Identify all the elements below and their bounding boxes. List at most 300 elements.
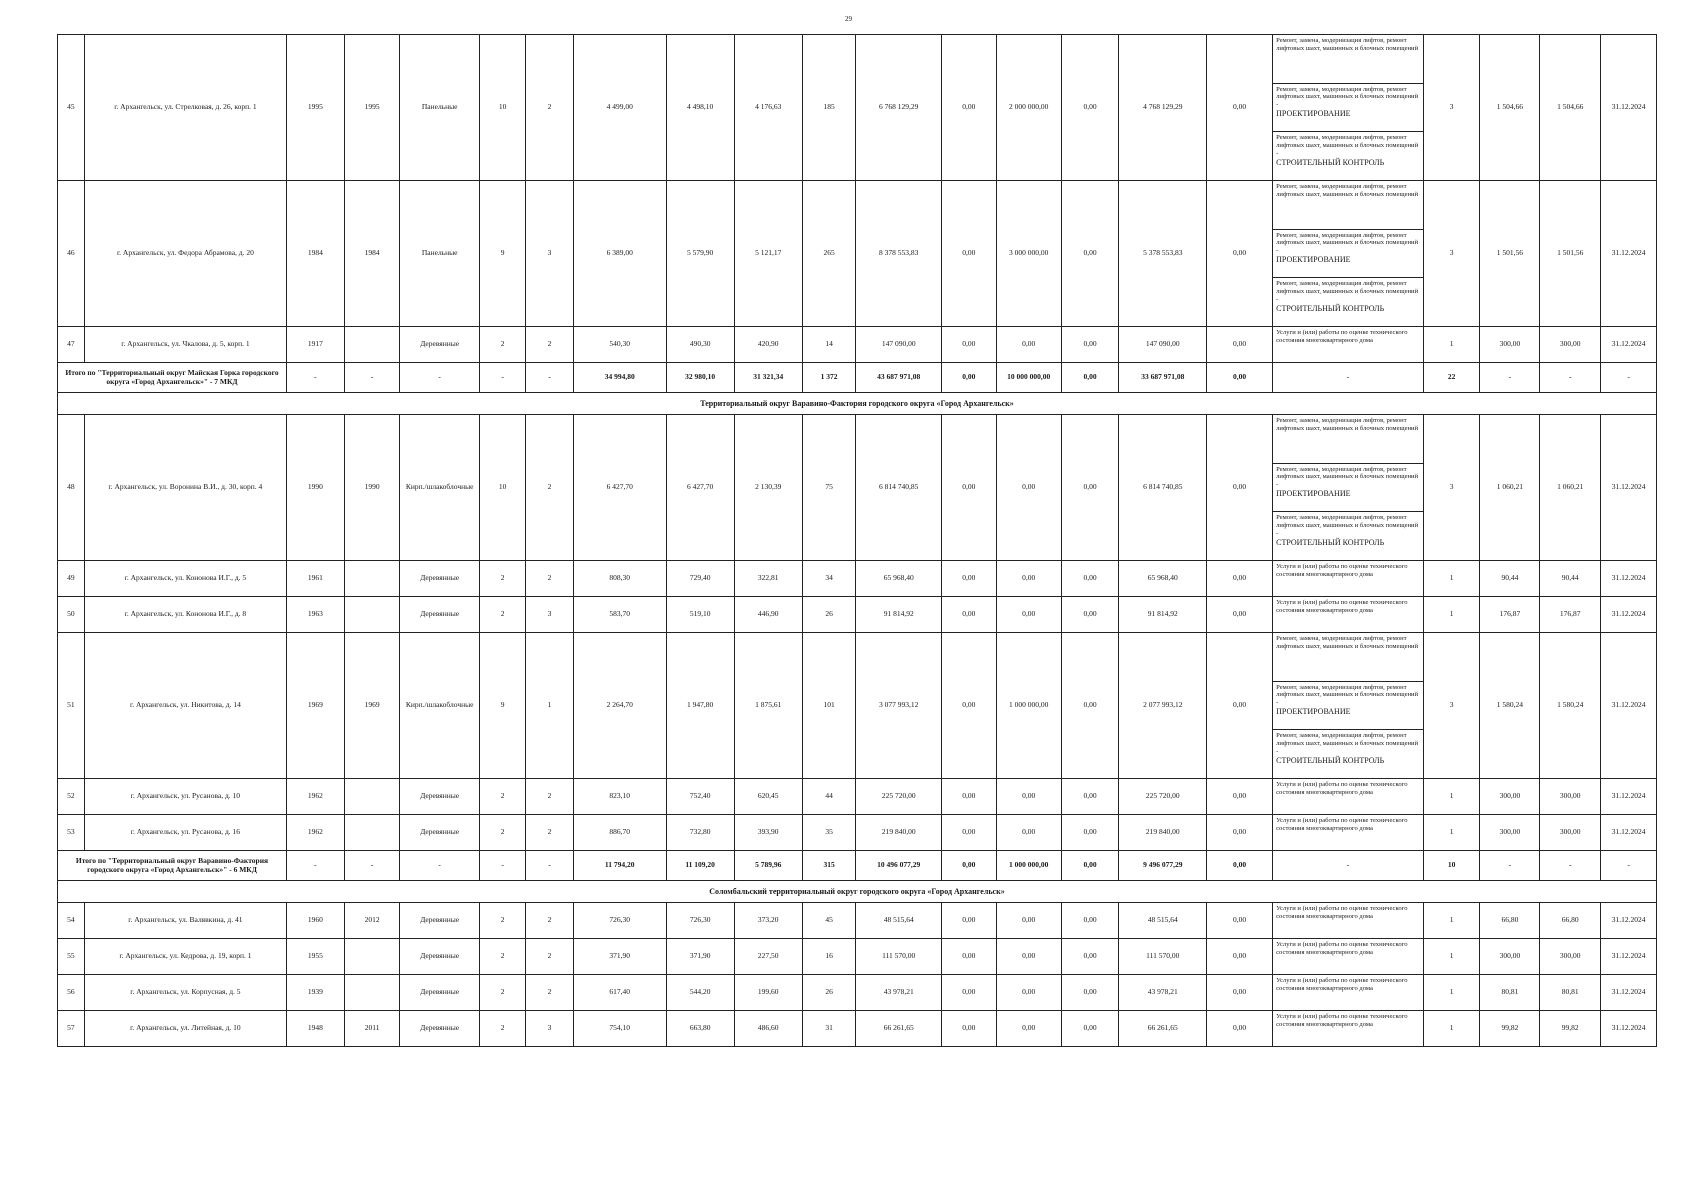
cell-address: г. Архангельск, ул. Русанова, д. 16 xyxy=(84,815,286,851)
cell-cost-total: 219 840,00 xyxy=(856,815,942,851)
cell-deadline: 31.12.2024 xyxy=(1601,597,1657,633)
cell-material: Деревянные xyxy=(400,597,479,633)
cell-fund-fed: 0,00 xyxy=(942,633,997,779)
total-dash: - xyxy=(479,363,525,393)
cell-cost-total: 3 077 993,12 xyxy=(856,633,942,779)
cell-residents: 16 xyxy=(802,939,856,975)
cell-work-count: 3 xyxy=(1423,181,1480,327)
cell-year-built: 1962 xyxy=(287,815,345,851)
cell-fund-other: 0,00 xyxy=(1207,561,1273,597)
cell-year-reno xyxy=(344,779,400,815)
table-row xyxy=(58,181,1657,327)
cell-n: 55 xyxy=(58,939,85,975)
cell-area-living: 6 427,70 xyxy=(666,415,734,561)
cell-address: г. Архангельск, ул. Литейная, д. 10 xyxy=(84,1011,286,1047)
cell-work-count: 1 xyxy=(1423,975,1480,1011)
total-row xyxy=(58,851,1657,881)
total-area-living: 11 109,20 xyxy=(666,851,734,881)
cell-works xyxy=(1273,939,1424,975)
cell-max-cost: 1 580,24 xyxy=(1540,633,1601,779)
cell-fund-other: 0,00 xyxy=(1207,327,1273,363)
cell-work-count: 1 xyxy=(1423,561,1480,597)
cell-fund-fed: 0,00 xyxy=(942,939,997,975)
cell-area-res: 420,90 xyxy=(734,327,802,363)
cell-residents: 101 xyxy=(802,633,856,779)
cell-fund-mun: 0,00 xyxy=(1061,779,1119,815)
cell-entrances: 2 xyxy=(526,903,573,939)
table-row xyxy=(58,779,1657,815)
work-item: Ремонт, замена, модернизация лифтов, ремонт лифтовых шахт, машинных и блочных помещений - ПРОЕКТИРОВАНИЕ xyxy=(1273,681,1423,730)
cell-floors: 9 xyxy=(479,633,525,779)
cell-fund-owners: 2 077 993,12 xyxy=(1119,633,1207,779)
cell-area-living: 726,30 xyxy=(666,903,734,939)
cell-year-reno: 2011 xyxy=(344,1011,400,1047)
cell-unit-cost: 1 580,24 xyxy=(1480,633,1540,779)
cell-n: 48 xyxy=(58,415,85,561)
cell-works xyxy=(1273,903,1424,939)
cell-residents: 14 xyxy=(802,327,856,363)
cell-n: 53 xyxy=(58,815,85,851)
cell-entrances: 2 xyxy=(526,975,573,1011)
cell-unit-cost: 300,00 xyxy=(1480,779,1540,815)
cell-fund-other: 0,00 xyxy=(1207,597,1273,633)
cell-year-built: 1995 xyxy=(287,35,345,181)
cell-deadline: 31.12.2024 xyxy=(1601,815,1657,851)
cell-fund-fed: 0,00 xyxy=(942,181,997,327)
cell-works xyxy=(1273,815,1424,851)
cell-address: г. Архангельск, ул. Валявкина, д. 41 xyxy=(84,903,286,939)
cell-residents: 26 xyxy=(802,597,856,633)
total-dash: - xyxy=(1480,851,1540,881)
cell-year-reno xyxy=(344,561,400,597)
cell-area-living: 5 579,90 xyxy=(666,181,734,327)
table-row xyxy=(58,597,1657,633)
cell-floors: 2 xyxy=(479,1011,525,1047)
cell-max-cost: 66,80 xyxy=(1540,903,1601,939)
cell-max-cost: 300,00 xyxy=(1540,815,1601,851)
cell-deadline: 31.12.2024 xyxy=(1601,561,1657,597)
cell-address: г. Архангельск, ул. Федора Абрамова, д. 20 xyxy=(84,181,286,327)
table-row xyxy=(58,903,1657,939)
cell-deadline: 31.12.2024 xyxy=(1601,1011,1657,1047)
cell-fund-other: 0,00 xyxy=(1207,815,1273,851)
cell-area-living: 1 947,80 xyxy=(666,633,734,779)
cell-address: г. Архангельск, ул. Корпусная, д. 5 xyxy=(84,975,286,1011)
cell-fund-owners: 147 090,00 xyxy=(1119,327,1207,363)
total-area-total: 34 994,80 xyxy=(573,363,666,393)
cell-address: г. Архангельск, ул. Кононова И.Г., д. 8 xyxy=(84,597,286,633)
total-area-res: 5 789,96 xyxy=(734,851,802,881)
cell-area-total: 754,10 xyxy=(573,1011,666,1047)
cell-fund-other: 0,00 xyxy=(1207,903,1273,939)
work-item: Ремонт, замена, модернизация лифтов, ремонт лифтовых шахт, машинных и блочных помещений - СТРОИТЕЛЬНЫЙ КОНТРОЛЬ xyxy=(1273,511,1423,560)
cell-material: Панельные xyxy=(400,181,479,327)
total-dash: - xyxy=(400,851,479,881)
cell-works xyxy=(1273,633,1424,779)
work-item: Услуги и (или) работы по оценке технического состояния многоквартирного дома xyxy=(1276,781,1408,796)
cell-area-living: 663,80 xyxy=(666,1011,734,1047)
cell-cost-total: 225 720,00 xyxy=(856,779,942,815)
total-label: Итого по "Территориальный округ Майская Горка городского округа «Город Архангельск»" - 7 МКД xyxy=(58,363,287,393)
total-dash: - xyxy=(1601,851,1657,881)
cell-area-total: 617,40 xyxy=(573,975,666,1011)
cell-year-built: 1960 xyxy=(287,903,345,939)
cell-works xyxy=(1273,415,1424,561)
work-item: Услуги и (или) работы по оценке технического состояния многоквартирного дома xyxy=(1276,941,1408,956)
cell-cost-total: 66 261,65 xyxy=(856,1011,942,1047)
cell-deadline: 31.12.2024 xyxy=(1601,181,1657,327)
cell-area-res: 393,90 xyxy=(734,815,802,851)
cell-floors: 2 xyxy=(479,939,525,975)
cell-fund-mun: 0,00 xyxy=(1061,903,1119,939)
cell-deadline: 31.12.2024 xyxy=(1601,415,1657,561)
cell-year-reno: 1969 xyxy=(344,633,400,779)
cell-max-cost: 80,81 xyxy=(1540,975,1601,1011)
cell-unit-cost: 66,80 xyxy=(1480,903,1540,939)
cell-unit-cost: 1 504,66 xyxy=(1480,35,1540,181)
cell-max-cost: 300,00 xyxy=(1540,779,1601,815)
cell-area-living: 371,90 xyxy=(666,939,734,975)
cell-fund-fed: 0,00 xyxy=(942,1011,997,1047)
cell-fund-fed: 0,00 xyxy=(942,415,997,561)
cell-fund-mun: 0,00 xyxy=(1061,327,1119,363)
cell-unit-cost: 176,87 xyxy=(1480,597,1540,633)
cell-fund-owners: 5 378 553,83 xyxy=(1119,181,1207,327)
cell-works xyxy=(1273,35,1424,181)
cell-cost-total: 8 378 553,83 xyxy=(856,181,942,327)
total-fund-owners: 9 496 077,29 xyxy=(1119,851,1207,881)
cell-max-cost: 300,00 xyxy=(1540,327,1601,363)
total-area-res: 31 321,34 xyxy=(734,363,802,393)
work-item: Услуги и (или) работы по оценке технического состояния многоквартирного дома xyxy=(1276,329,1408,344)
cell-cost-total: 91 814,92 xyxy=(856,597,942,633)
cell-floors: 2 xyxy=(479,975,525,1011)
cell-unit-cost: 300,00 xyxy=(1480,815,1540,851)
cell-max-cost: 90,44 xyxy=(1540,561,1601,597)
cell-works xyxy=(1273,779,1424,815)
cell-year-reno xyxy=(344,327,400,363)
total-fund-owners: 33 687 971,08 xyxy=(1119,363,1207,393)
cell-material: Деревянные xyxy=(400,561,479,597)
work-item: Услуги и (или) работы по оценке технического состояния многоквартирного дома xyxy=(1276,1013,1408,1028)
cell-address: г. Архангельск, ул. Чкалова, д. 5, корп. 1 xyxy=(84,327,286,363)
cell-unit-cost: 1 060,21 xyxy=(1480,415,1540,561)
cell-material: Деревянные xyxy=(400,327,479,363)
cell-fund-reg: 0,00 xyxy=(996,327,1061,363)
section-header xyxy=(58,393,1657,415)
cell-fund-reg: 0,00 xyxy=(996,975,1061,1011)
cell-fund-owners: 111 570,00 xyxy=(1119,939,1207,975)
cell-year-built: 1962 xyxy=(287,779,345,815)
total-dash: - xyxy=(400,363,479,393)
cell-cost-total: 48 515,64 xyxy=(856,903,942,939)
total-dash: - xyxy=(526,851,573,881)
total-dash: - xyxy=(287,363,345,393)
cell-residents: 34 xyxy=(802,561,856,597)
cell-area-res: 322,81 xyxy=(734,561,802,597)
cell-fund-mun: 0,00 xyxy=(1061,975,1119,1011)
cell-area-living: 4 498,10 xyxy=(666,35,734,181)
table-row xyxy=(58,327,1657,363)
total-work-count: 22 xyxy=(1423,363,1480,393)
cell-work-count: 3 xyxy=(1423,35,1480,181)
cell-area-total: 2 264,70 xyxy=(573,633,666,779)
cell-max-cost: 99,82 xyxy=(1540,1011,1601,1047)
work-item: Услуги и (или) работы по оценке технического состояния многоквартирного дома xyxy=(1276,563,1408,578)
cell-fund-other: 0,00 xyxy=(1207,35,1273,181)
cell-address: г. Архангельск, ул. Кононова И.Г., д. 5 xyxy=(84,561,286,597)
total-area-living: 32 980,10 xyxy=(666,363,734,393)
cell-year-built: 1969 xyxy=(287,633,345,779)
cell-residents: 265 xyxy=(802,181,856,327)
total-residents: 315 xyxy=(802,851,856,881)
work-item: Ремонт, замена, модернизация лифтов, ремонт лифтовых шахт, машинных и блочных помещений - ПРОЕКТИРОВАНИЕ xyxy=(1273,463,1423,512)
cell-year-built: 1963 xyxy=(287,597,345,633)
cell-work-count: 1 xyxy=(1423,1011,1480,1047)
cell-unit-cost: 99,82 xyxy=(1480,1011,1540,1047)
work-item: Ремонт, замена, модернизация лифтов, ремонт лифтовых шахт, машинных и блочных помещений - ПРОЕКТИРОВАНИЕ xyxy=(1273,83,1423,132)
cell-material: Деревянные xyxy=(400,815,479,851)
cell-n: 49 xyxy=(58,561,85,597)
cell-residents: 45 xyxy=(802,903,856,939)
cell-year-built: 1948 xyxy=(287,1011,345,1047)
total-dash: - xyxy=(1540,851,1601,881)
work-item: Ремонт, замена, модернизация лифтов, ремонт лифтовых шахт, машинных и блочных помещений xyxy=(1276,635,1419,650)
cell-floors: 9 xyxy=(479,181,525,327)
table-row xyxy=(58,1011,1657,1047)
cell-year-built: 1939 xyxy=(287,975,345,1011)
total-fund-other: 0,00 xyxy=(1207,363,1273,393)
cell-work-count: 3 xyxy=(1423,415,1480,561)
cell-works xyxy=(1273,561,1424,597)
cell-n: 54 xyxy=(58,903,85,939)
cell-entrances: 2 xyxy=(526,939,573,975)
cell-fund-owners: 43 978,21 xyxy=(1119,975,1207,1011)
cell-residents: 44 xyxy=(802,779,856,815)
work-item: Ремонт, замена, модернизация лифтов, ремонт лифтовых шахт, машинных и блочных помещений xyxy=(1276,37,1419,52)
work-item: Ремонт, замена, модернизация лифтов, ремонт лифтовых шахт, машинных и блочных помещений - СТРОИТЕЛЬНЫЙ КОНТРОЛЬ xyxy=(1273,131,1423,180)
cell-deadline: 31.12.2024 xyxy=(1601,779,1657,815)
cell-fund-reg: 0,00 xyxy=(996,939,1061,975)
cell-entrances: 2 xyxy=(526,327,573,363)
cell-fund-other: 0,00 xyxy=(1207,181,1273,327)
cell-unit-cost: 300,00 xyxy=(1480,939,1540,975)
work-item: Ремонт, замена, модернизация лифтов, ремонт лифтовых шахт, машинных и блочных помещений - СТРОИТЕЛЬНЫЙ КОНТРОЛЬ xyxy=(1273,729,1423,778)
cell-area-res: 2 130,39 xyxy=(734,415,802,561)
cell-area-res: 199,60 xyxy=(734,975,802,1011)
page-number: 29 xyxy=(845,15,852,23)
cell-residents: 75 xyxy=(802,415,856,561)
cell-fund-fed: 0,00 xyxy=(942,327,997,363)
cell-fund-reg: 0,00 xyxy=(996,903,1061,939)
cell-fund-owners: 66 261,65 xyxy=(1119,1011,1207,1047)
cell-area-res: 227,50 xyxy=(734,939,802,975)
cell-area-total: 4 499,00 xyxy=(573,35,666,181)
cell-fund-other: 0,00 xyxy=(1207,1011,1273,1047)
work-item: Услуги и (или) работы по оценке технического состояния многоквартирного дома xyxy=(1276,599,1408,614)
cell-fund-fed: 0,00 xyxy=(942,815,997,851)
cell-works xyxy=(1273,597,1424,633)
cell-works xyxy=(1273,181,1424,327)
cell-year-reno xyxy=(344,975,400,1011)
cell-fund-fed: 0,00 xyxy=(942,35,997,181)
cell-floors: 2 xyxy=(479,779,525,815)
cell-fund-fed: 0,00 xyxy=(942,903,997,939)
cell-fund-mun: 0,00 xyxy=(1061,1011,1119,1047)
cell-fund-fed: 0,00 xyxy=(942,975,997,1011)
total-area-total: 11 794,20 xyxy=(573,851,666,881)
cell-area-res: 373,20 xyxy=(734,903,802,939)
cell-max-cost: 176,87 xyxy=(1540,597,1601,633)
cell-fund-owners: 225 720,00 xyxy=(1119,779,1207,815)
cell-floors: 10 xyxy=(479,35,525,181)
cell-area-living: 752,40 xyxy=(666,779,734,815)
cell-max-cost: 1 060,21 xyxy=(1540,415,1601,561)
cell-entrances: 2 xyxy=(526,779,573,815)
cell-fund-owners: 65 968,40 xyxy=(1119,561,1207,597)
work-item: Ремонт, замена, модернизация лифтов, ремонт лифтовых шахт, машинных и блочных помещений - СТРОИТЕЛЬНЫЙ КОНТРОЛЬ xyxy=(1273,277,1423,326)
total-cost-total: 10 496 077,29 xyxy=(856,851,942,881)
table-row xyxy=(58,939,1657,975)
cell-year-built: 1955 xyxy=(287,939,345,975)
cell-residents: 31 xyxy=(802,1011,856,1047)
total-dash: - xyxy=(1480,363,1540,393)
total-dash: - xyxy=(1273,851,1424,881)
cell-floors: 2 xyxy=(479,903,525,939)
cell-fund-owners: 48 515,64 xyxy=(1119,903,1207,939)
cell-fund-fed: 0,00 xyxy=(942,779,997,815)
cell-fund-reg: 3 000 000,00 xyxy=(996,181,1061,327)
cell-year-reno: 1995 xyxy=(344,35,400,181)
total-fund-mun: 0,00 xyxy=(1061,363,1119,393)
work-item: Услуги и (или) работы по оценке технического состояния многоквартирного дома xyxy=(1276,977,1408,992)
cell-fund-reg: 2 000 000,00 xyxy=(996,35,1061,181)
cell-work-count: 1 xyxy=(1423,597,1480,633)
cell-material: Панельные xyxy=(400,35,479,181)
cell-cost-total: 6 814 740,85 xyxy=(856,415,942,561)
cell-n: 45 xyxy=(58,35,85,181)
cell-fund-other: 0,00 xyxy=(1207,939,1273,975)
cell-unit-cost: 80,81 xyxy=(1480,975,1540,1011)
cell-deadline: 31.12.2024 xyxy=(1601,327,1657,363)
cell-max-cost: 300,00 xyxy=(1540,939,1601,975)
cell-year-reno xyxy=(344,939,400,975)
cell-year-reno: 1984 xyxy=(344,181,400,327)
total-fund-reg: 1 000 000,00 xyxy=(996,851,1061,881)
total-row xyxy=(58,363,1657,393)
total-fund-fed: 0,00 xyxy=(942,851,997,881)
cell-work-count: 3 xyxy=(1423,633,1480,779)
total-dash: - xyxy=(344,851,400,881)
cell-area-living: 732,80 xyxy=(666,815,734,851)
cell-area-total: 823,10 xyxy=(573,779,666,815)
cell-material: Кирп./шлакоблочные xyxy=(400,633,479,779)
cell-residents: 185 xyxy=(802,35,856,181)
cell-cost-total: 111 570,00 xyxy=(856,939,942,975)
total-dash: - xyxy=(1540,363,1601,393)
cell-fund-other: 0,00 xyxy=(1207,415,1273,561)
cell-area-total: 540,30 xyxy=(573,327,666,363)
cell-fund-mun: 0,00 xyxy=(1061,35,1119,181)
cell-fund-owners: 4 768 129,29 xyxy=(1119,35,1207,181)
table-row xyxy=(58,815,1657,851)
cell-year-reno: 1990 xyxy=(344,415,400,561)
cell-entrances: 1 xyxy=(526,633,573,779)
total-residents: 1 372 xyxy=(802,363,856,393)
cell-floors: 10 xyxy=(479,415,525,561)
cell-area-total: 808,30 xyxy=(573,561,666,597)
cell-entrances: 3 xyxy=(526,181,573,327)
cell-deadline: 31.12.2024 xyxy=(1601,633,1657,779)
cell-entrances: 2 xyxy=(526,815,573,851)
cell-n: 46 xyxy=(58,181,85,327)
cell-fund-reg: 0,00 xyxy=(996,415,1061,561)
total-fund-other: 0,00 xyxy=(1207,851,1273,881)
cell-address: г. Архангельск, ул. Стрелковая, д. 26, корп. 1 xyxy=(84,35,286,181)
table-row xyxy=(58,633,1657,779)
cell-year-reno: 2012 xyxy=(344,903,400,939)
cell-deadline: 31.12.2024 xyxy=(1601,35,1657,181)
cell-area-total: 6 427,70 xyxy=(573,415,666,561)
cell-material: Деревянные xyxy=(400,939,479,975)
total-dash: - xyxy=(1273,363,1424,393)
table-row xyxy=(58,561,1657,597)
cell-floors: 2 xyxy=(479,597,525,633)
cell-material: Деревянные xyxy=(400,779,479,815)
total-fund-fed: 0,00 xyxy=(942,363,997,393)
cell-year-reno xyxy=(344,815,400,851)
cell-area-res: 4 176,63 xyxy=(734,35,802,181)
cell-residents: 26 xyxy=(802,975,856,1011)
cell-n: 52 xyxy=(58,779,85,815)
cell-fund-mun: 0,00 xyxy=(1061,181,1119,327)
cell-fund-owners: 91 814,92 xyxy=(1119,597,1207,633)
cell-fund-reg: 0,00 xyxy=(996,561,1061,597)
cell-cost-total: 43 978,21 xyxy=(856,975,942,1011)
total-fund-reg: 10 000 000,00 xyxy=(996,363,1061,393)
work-item: Ремонт, замена, модернизация лифтов, ремонт лифтовых шахт, машинных и блочных помещений xyxy=(1276,183,1419,198)
total-dash: - xyxy=(287,851,345,881)
cell-fund-mun: 0,00 xyxy=(1061,939,1119,975)
cell-address: г. Архангельск, ул. Воронина В.И., д. 30, корп. 4 xyxy=(84,415,286,561)
section-header xyxy=(58,881,1657,903)
cell-fund-fed: 0,00 xyxy=(942,597,997,633)
cell-fund-mun: 0,00 xyxy=(1061,561,1119,597)
cell-entrances: 3 xyxy=(526,597,573,633)
work-item: Услуги и (или) работы по оценке технического состояния многоквартирного дома xyxy=(1276,817,1408,832)
cell-material: Деревянные xyxy=(400,1011,479,1047)
cell-material: Деревянные xyxy=(400,903,479,939)
cell-entrances: 2 xyxy=(526,415,573,561)
total-dash: - xyxy=(479,851,525,881)
cell-year-built: 1917 xyxy=(287,327,345,363)
cell-year-built: 1984 xyxy=(287,181,345,327)
cell-cost-total: 147 090,00 xyxy=(856,327,942,363)
cell-material: Деревянные xyxy=(400,975,479,1011)
section-title: Соломбальский территориальный округ городского округа «Город Архангельск» xyxy=(58,881,1657,903)
cell-deadline: 31.12.2024 xyxy=(1601,939,1657,975)
total-work-count: 10 xyxy=(1423,851,1480,881)
cell-area-total: 371,90 xyxy=(573,939,666,975)
cell-work-count: 1 xyxy=(1423,815,1480,851)
total-dash: - xyxy=(526,363,573,393)
cell-fund-owners: 6 814 740,85 xyxy=(1119,415,1207,561)
cell-material: Кирп./шлакоблочные xyxy=(400,415,479,561)
cell-fund-reg: 0,00 xyxy=(996,597,1061,633)
total-dash: - xyxy=(1601,363,1657,393)
cell-work-count: 1 xyxy=(1423,939,1480,975)
cell-area-living: 729,40 xyxy=(666,561,734,597)
